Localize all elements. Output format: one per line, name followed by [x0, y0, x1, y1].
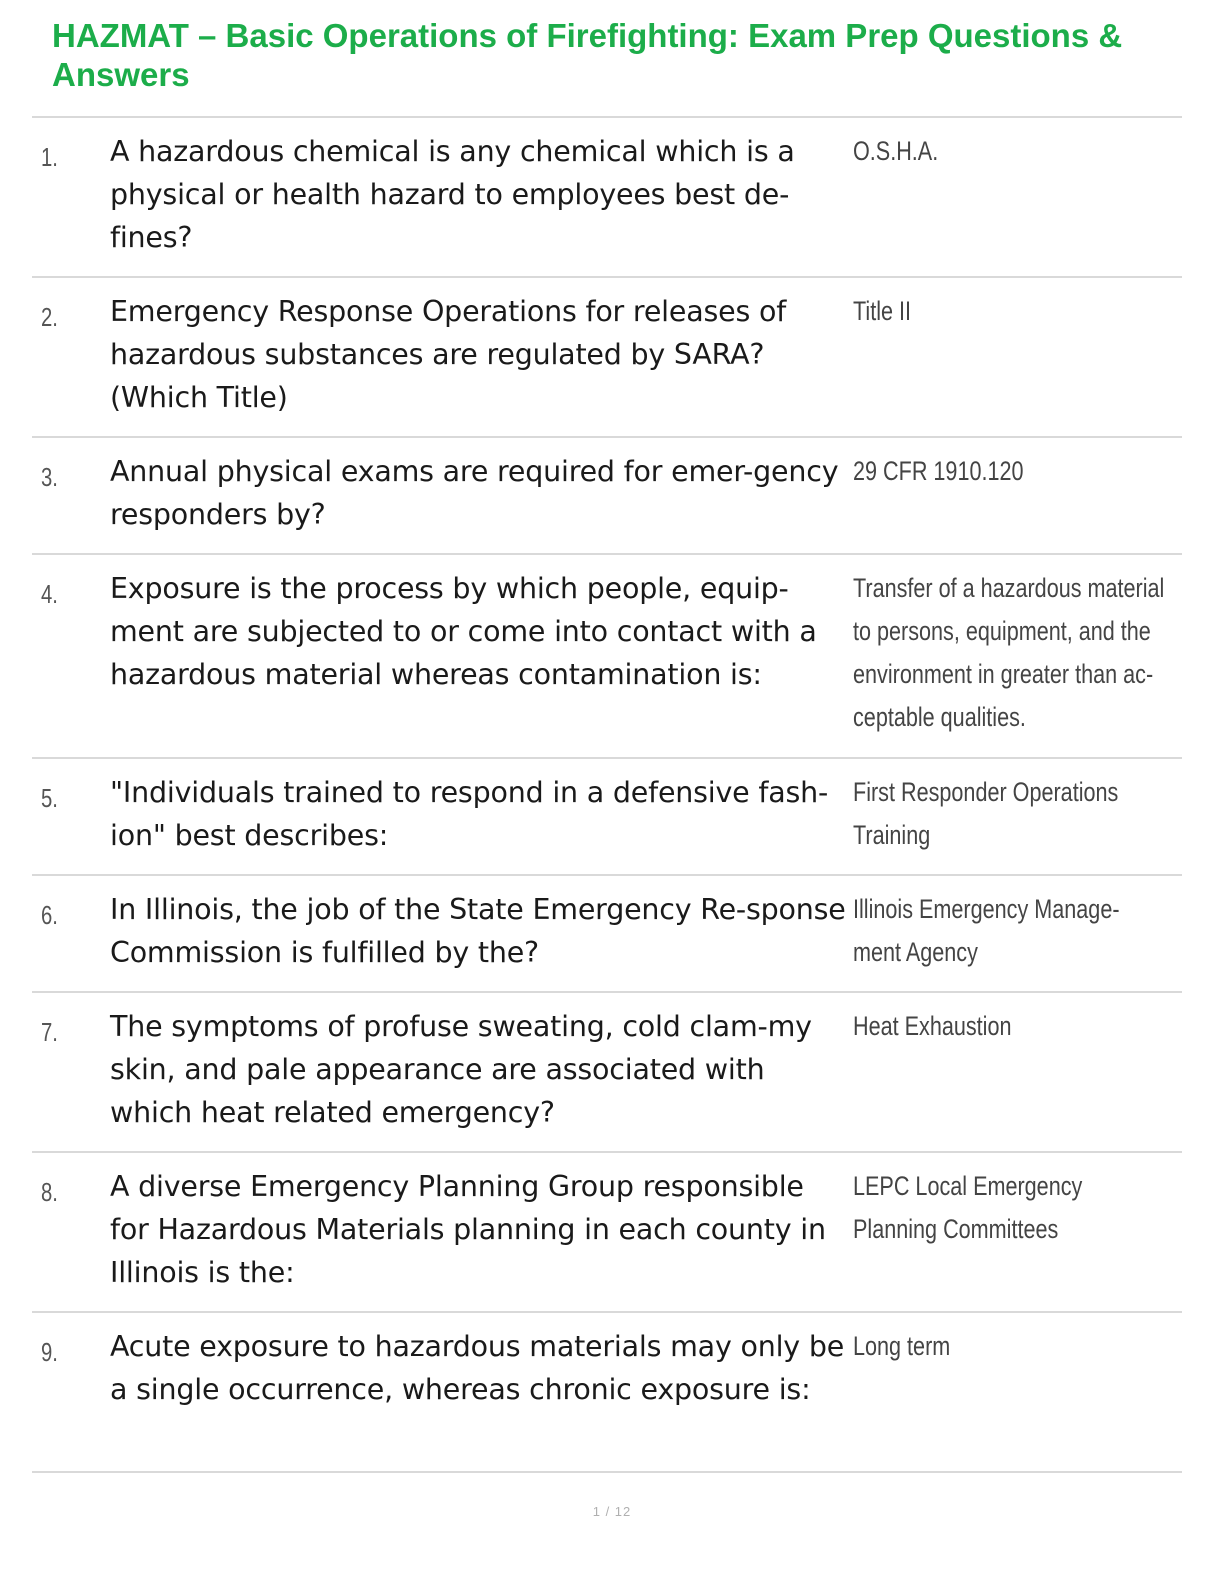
question-number: 5.	[41, 783, 58, 813]
question-text: The symptoms of profuse sweating, cold clam-my skin, and pale appearance are associated with which heat related emergency?	[110, 1010, 812, 1129]
question-text: A hazardous chemical is any chemical which is a physical or health hazard to employees best de-fines?	[110, 135, 795, 254]
answer-text: Illinois Emergency Manage-ment Agency	[853, 894, 1120, 967]
answer-text: O.S.H.A.	[853, 136, 939, 166]
question-text: Exposure is the process by which people, equip-ment are subjected to or come into contact with a hazardous material whereas contamination is:	[110, 572, 817, 691]
answer-text: Transfer of a hazardous material to persons, equipment, and the environment in greater than ac-ceptable qualities.	[853, 573, 1165, 732]
question-text: Acute exposure to hazardous materials may only be a single occurrence, whereas chronic exposure is:	[110, 1330, 845, 1406]
question-number: 4.	[41, 579, 58, 609]
answer-text: Title II	[853, 296, 912, 326]
question-text: "Individuals trained to respond in a defensive fash-ion" best describes:	[110, 776, 829, 852]
qa-row	[32, 993, 1182, 1153]
qa-list	[32, 116, 1182, 1473]
question-number: 6.	[41, 900, 58, 930]
qa-row	[32, 278, 1182, 438]
qa-row	[32, 555, 1182, 759]
question-number: 7.	[41, 1017, 58, 1047]
answer-text: LEPC Local Emergency Planning Committees	[853, 1171, 1083, 1244]
question-number: 3.	[41, 462, 58, 492]
qa-row	[32, 876, 1182, 993]
qa-row	[32, 438, 1182, 555]
question-number: 8.	[41, 1177, 58, 1207]
question-text: A diverse Emergency Planning Group responsible for Hazardous Materials planning in each county in Illinois is the:	[110, 1170, 826, 1289]
qa-row	[32, 118, 1182, 278]
question-number: 2.	[41, 302, 58, 332]
qa-row	[32, 759, 1182, 876]
answer-text: Heat Exhaustion	[853, 1011, 1012, 1041]
page-indicator: 1 / 12	[592, 1504, 632, 1519]
answer-text: Long term	[853, 1331, 951, 1361]
answer-text: First Responder Operations Training	[853, 777, 1119, 850]
question-text: Annual physical exams are required for emer-gency responders by?	[110, 455, 839, 531]
question-text: In Illinois, the job of the State Emergency Re-sponse Commission is fulfilled by the?	[110, 893, 846, 969]
answer-text: 29 CFR 1910.120	[853, 456, 1024, 486]
question-text: Emergency Response Operations for releases of hazardous substances are regulated by SARA? (Which Title)	[110, 295, 787, 414]
document-title: HAZMAT – Basic Operations of Firefighting: Exam Prep Questions & Answers	[52, 17, 1123, 93]
question-number: 9.	[41, 1337, 58, 1367]
qa-row	[32, 1313, 1182, 1473]
qa-row	[32, 1153, 1182, 1313]
question-number: 1.	[41, 142, 58, 172]
